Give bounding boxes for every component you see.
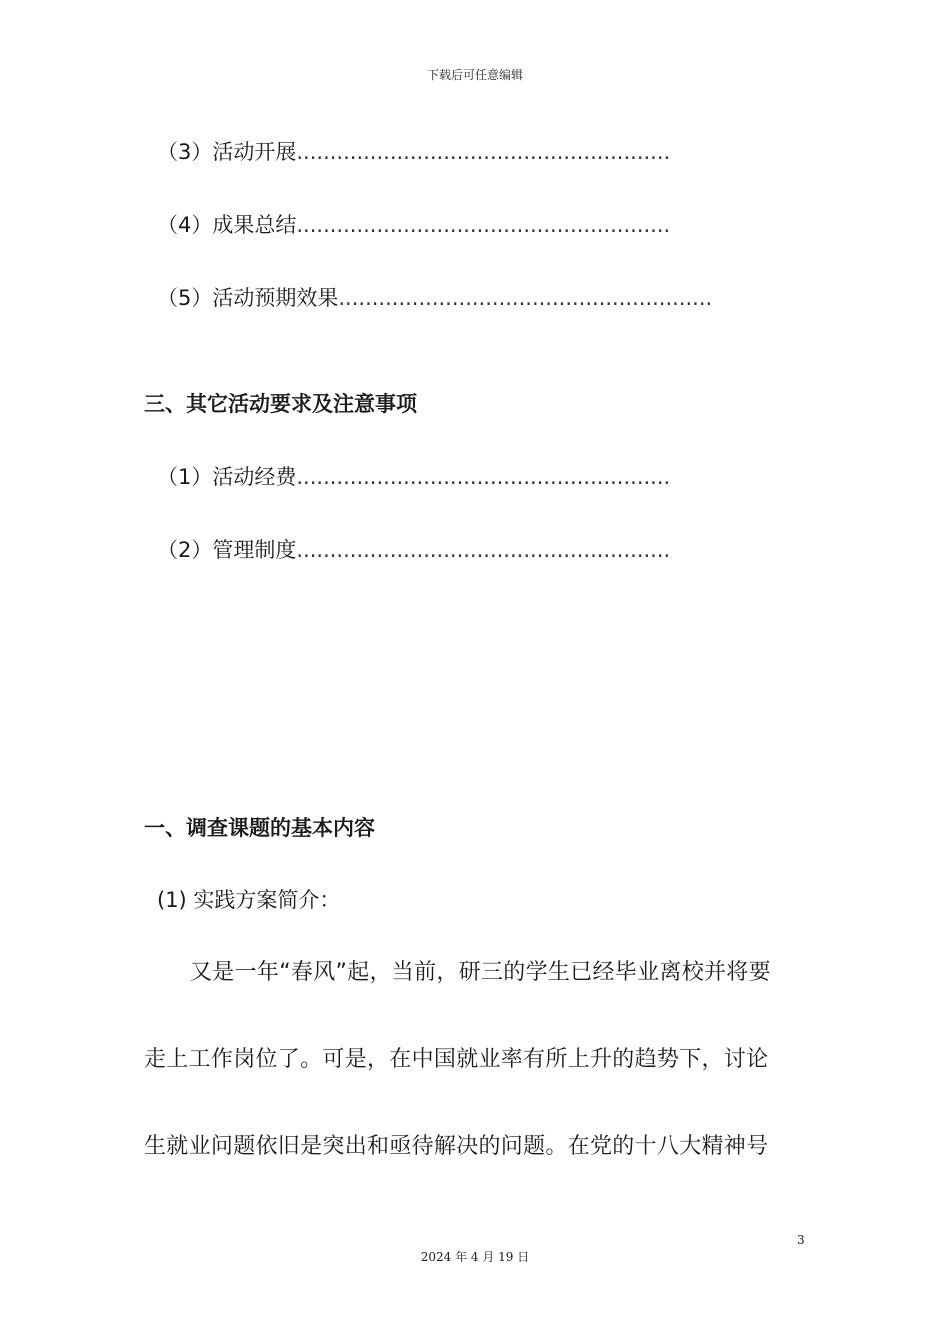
toc-item-label: （5）活动预期效果 bbox=[157, 286, 339, 310]
paragraph-line: 又是一年“春风”起，当前，研三的学生已经毕业离校并将要 bbox=[190, 960, 771, 985]
section-heading-survey-content: 一、调查课题的基本内容 bbox=[144, 816, 375, 840]
toc-item-management-system bbox=[157, 535, 670, 565]
section-heading-other-requirements: 三、其它活动要求及注意事项 bbox=[144, 392, 417, 416]
paragraph-line: 走上工作岗位了。可是，在中国就业率有所上升的趋势下，讨论 bbox=[144, 1047, 769, 1072]
toc-item-leader-dots: ........................................................ bbox=[296, 538, 671, 562]
toc-item-activity-development bbox=[157, 137, 670, 167]
toc-item-label: （4）成果总结 bbox=[157, 213, 297, 237]
toc-item-results-summary bbox=[157, 210, 670, 240]
toc-item-label: （1）活动经费 bbox=[157, 465, 297, 489]
toc-item-activity-funding bbox=[157, 462, 670, 492]
toc-item-leader-dots: ........................................................ bbox=[296, 140, 671, 164]
toc-item-leader-dots: ........................................................ bbox=[338, 286, 713, 310]
footer-date: 2024 年 4 月 19 日 bbox=[420, 1250, 530, 1264]
page-header: 下载后可任意编辑 bbox=[426, 68, 523, 82]
paragraph-line: 生就业问题依旧是突出和亟待解决的问题。在党的十八大精神号 bbox=[144, 1134, 769, 1159]
toc-item-label: （3）活动开展 bbox=[157, 140, 297, 164]
toc-item-leader-dots: ........................................................ bbox=[296, 465, 671, 489]
toc-item-expected-effect bbox=[157, 283, 712, 313]
toc-item-label: （2）管理制度 bbox=[157, 538, 297, 562]
toc-item-leader-dots: ........................................................ bbox=[296, 213, 671, 237]
page-number: 3 bbox=[797, 1233, 805, 1247]
subsection-heading-plan-intro: (1) 实践方案简介： bbox=[157, 888, 341, 912]
